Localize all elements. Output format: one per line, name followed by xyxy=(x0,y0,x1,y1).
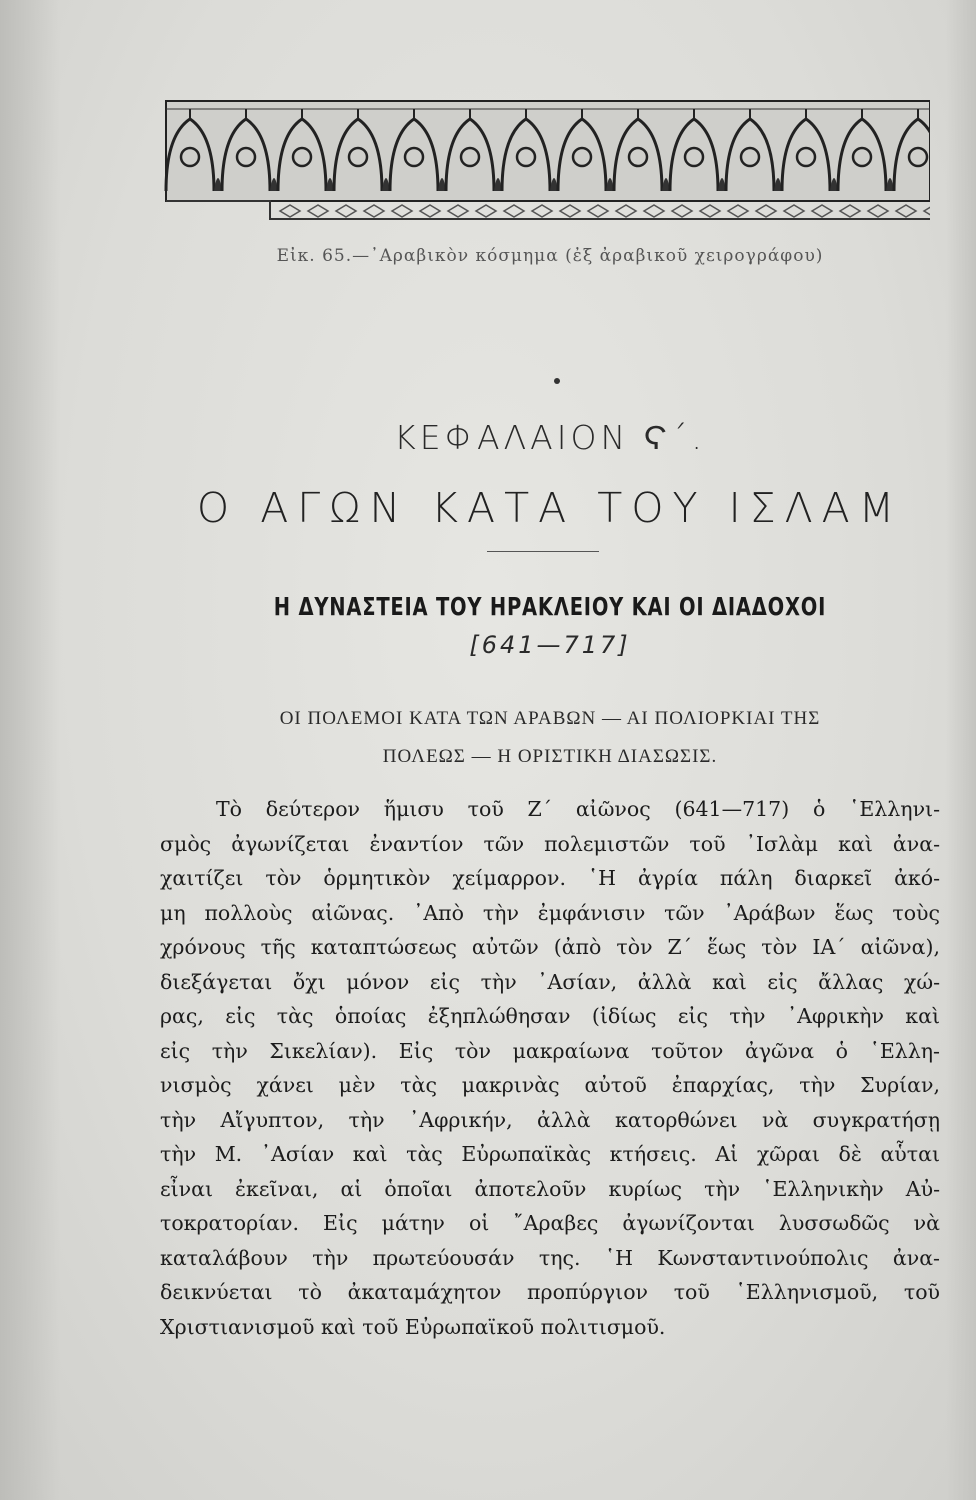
section-heading-line: ΠΟΛΕΩΣ — Η ΟΡΙΣΤΙΚΗ ΔΙΑΣΩΣΙΣ. xyxy=(382,746,718,767)
body-line: νισμὸς χάνει μὲν τὰς μακρινὰς αὐτοῦ ἐπαρχίας, τὴν Συρίαν, xyxy=(160,1073,940,1097)
body-line: χρόνους τῆς καταπτώσεως αὐτῶν (ἀπὸ τὸν Ζ΄ ἕως τὸν ΙΑ΄ αἰῶνα), xyxy=(160,935,940,959)
chapter-subtitle: Η ΔΥΝΑΣΤΕΙΑ ΤΟΥ ΗΡΑΚΛΕΙΟΥ ΚΑΙ ΟΙ ΔΙΑΔΟΧΟΙ xyxy=(273,592,827,621)
body-line: χαιτίζει τὸν ὁρμητικὸν χείμαρρον. ῾Η ἀγρία πάλη διαρκεῖ ἀκό- xyxy=(160,866,940,890)
body-line: διεξάγεται ὄχι μόνον εἰς τὴν ᾿Ασίαν, ἀλλὰ καὶ εἰς ἄλλας χώ- xyxy=(160,969,940,994)
figure-caption: Εἰκ. 65.—᾿Αραβικὸν κόσμημα (ἐξ ἀραβικοῦ χειρογράφου) xyxy=(276,246,824,266)
body-line: Τὸ δεύτερον ἥμισυ τοῦ Ζ΄ αἰῶνος (641—717) ὁ ῾Ελληνι- xyxy=(216,797,940,821)
body-line: Χριστιανισμοῦ καὶ τοῦ Εὐρωπαϊκοῦ πολιτισμοῦ. xyxy=(160,1314,666,1339)
arabic-arabesque-border-ornament-icon xyxy=(160,95,930,235)
body-line: ρας, εἰς τὰς ὁποίας ἐξηπλώθησαν (ἰδίως εἰς τὴν ᾿Αφρικὴν καὶ xyxy=(160,1004,940,1028)
chapter-title: Ο ΑΓΩΝ ΚΑΤΑ ΤΟΥ ΙΣΛΑΜ xyxy=(196,484,904,532)
body-line: μη πολλοὺς αἰῶνας. ᾿Απὸ τὴν ἐμφάνισιν τῶν ᾿Αράβων ἕως τοὺς xyxy=(160,900,940,925)
body-line: καταλάβουν τὴν πρωτεύουσάν της. ῾Η Κωνσταντινούπολις ἀνα- xyxy=(160,1245,940,1270)
body-line: δεικνύεται τὸ ἀκαταμάχητον προπύργιον τοῦ ῾Ελληνισμοῦ, τοῦ xyxy=(160,1280,940,1304)
body-line: τὴν Μ. ᾿Ασίαν καὶ τὰς Εὐρωπαϊκὰς κτήσεις. Αἱ χῶραι δὲ αὗται xyxy=(160,1142,940,1166)
body-line: τὴν Αἴγυπτον, τὴν ᾿Αφρικήν, ἀλλὰ κατορθώνει νὰ συγκρατήσῃ xyxy=(160,1107,940,1132)
chapter-label: ΚΕΦΑΛΑΙΟΝ Ϛ΄. xyxy=(394,418,706,457)
section-heading-line: ΟΙ ΠΟΛΕΜΟΙ ΚΑΤΑ ΤΩΝ ΑΡΑΒΩΝ — ΑΙ ΠΟΛΙΟΡΚΙΑΙ ΤΗΣ xyxy=(279,708,821,729)
title-divider xyxy=(487,551,599,552)
body-line: τοκρατορίαν. Εἰς μάτην οἱ ῎Αραβες ἀγωνίζονται λυσσωδῶς νὰ xyxy=(160,1211,940,1235)
section-heading xyxy=(160,700,940,776)
body-line: εἶναι ἐκεῖναι, αἱ ὁποῖαι ἀποτελοῦν κυρίως τὴν ῾Ελληνικὴν Αὐ- xyxy=(160,1176,940,1201)
body-text xyxy=(160,792,940,1344)
ink-dot xyxy=(554,378,560,384)
body-line: εἰς τὴν Σικελίαν). Εἰς τὸν μακραίωνα τοῦτον ἀγῶνα ὁ ῾Ελλη- xyxy=(160,1038,940,1063)
body-line: σμὸς ἀγωνίζεται ἐναντίον τῶν πολεμιστῶν τοῦ ᾿Ισλὰμ καὶ ἀνα- xyxy=(160,831,940,856)
chapter-dates: [641—717] xyxy=(469,631,631,659)
spine-shadow xyxy=(0,0,60,1500)
page-edge-shadow xyxy=(946,0,976,1500)
